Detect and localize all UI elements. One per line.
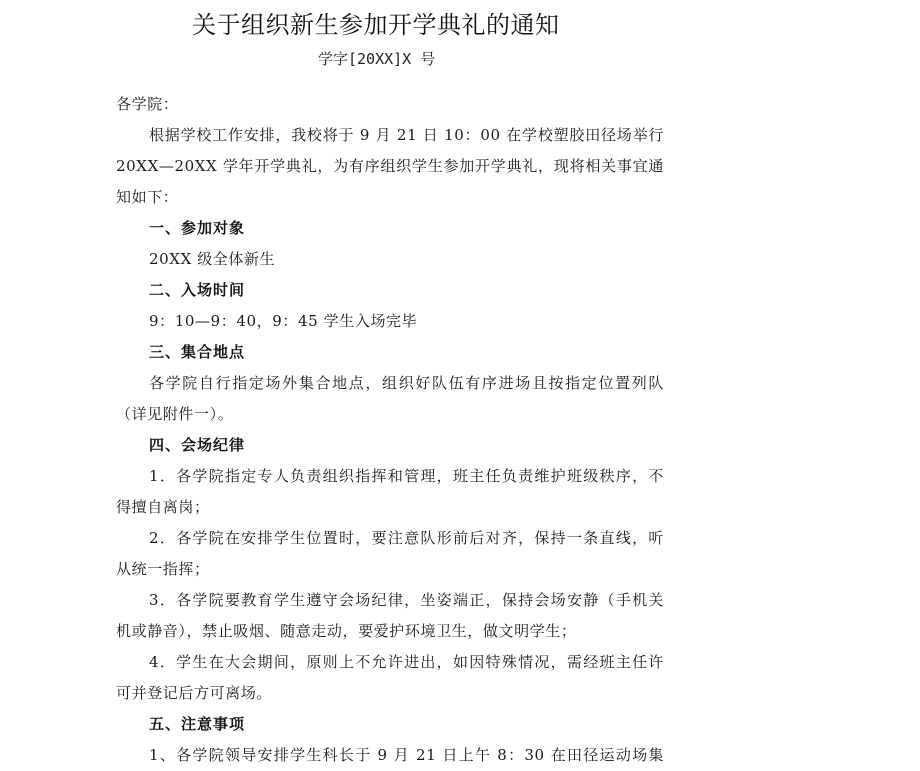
paragraph-line: 20XX 级全体新生 <box>149 250 276 268</box>
salutation: 各学院： <box>116 95 179 113</box>
paragraph-line: 3．各学院要教育学生遵守会场纪律，坐姿端正，保持会场安静（手机关 <box>149 591 664 609</box>
paragraph-line: 1．各学院指定专人负责组织指挥和管理，班主任负责维护班级秩序，不 <box>149 467 664 485</box>
paragraph-line: 4．学生在大会期间，原则上不允许进出，如因特殊情况，需经班主任许 <box>149 653 664 671</box>
paragraph-lines <box>116 120 664 771</box>
section-heading: 一、参加对象 <box>149 219 246 237</box>
section-heading: 二、入场时间 <box>149 281 246 299</box>
paragraph-line: 2．各学院在安排学生位置时，要注意队形前后对齐，保持一条直线，听 <box>149 529 664 547</box>
paragraph-line: （详见附件一）。 <box>116 405 234 423</box>
document-body <box>116 89 664 771</box>
paragraph-line: 从统一指挥； <box>116 560 210 578</box>
paragraph-line: 9：10—9：40，9：45 学生入场完毕 <box>149 312 418 330</box>
paragraph-line: 各学院自行指定场外集合地点，组织好队伍有序进场且按指定位置列队 <box>149 374 664 392</box>
paragraph-line: 得擅自离岗； <box>116 498 210 516</box>
paragraph-line: 机或静音），禁止吸烟、随意走动，要爱护环境卫生，做文明学生； <box>116 622 577 640</box>
paragraph-line: 根据学校工作安排，我校将于 9 月 21 日 10：00 在学校塑胶田径场举行 <box>149 126 664 144</box>
paragraph-line: 知如下： <box>116 188 179 206</box>
document-number: 学字[20XX]X 号 <box>318 50 436 68</box>
paragraph-line: 可并登记后方可离场。 <box>116 684 273 702</box>
paragraph-line: 1、各学院领导安排学生科长于 9 月 21 日上午 8：30 在田径运动场集 <box>149 746 664 764</box>
paragraph-line: 20XX—20XX 学年开学典礼，为有序组织学生参加开学典礼，现将相关事宜通 <box>116 157 664 175</box>
document-title: 关于组织新生参加开学典礼的通知 <box>192 11 560 39</box>
section-heading: 五、注意事项 <box>149 715 246 733</box>
section-heading: 四、会场纪律 <box>149 436 246 454</box>
section-heading: 三、集合地点 <box>149 343 246 361</box>
